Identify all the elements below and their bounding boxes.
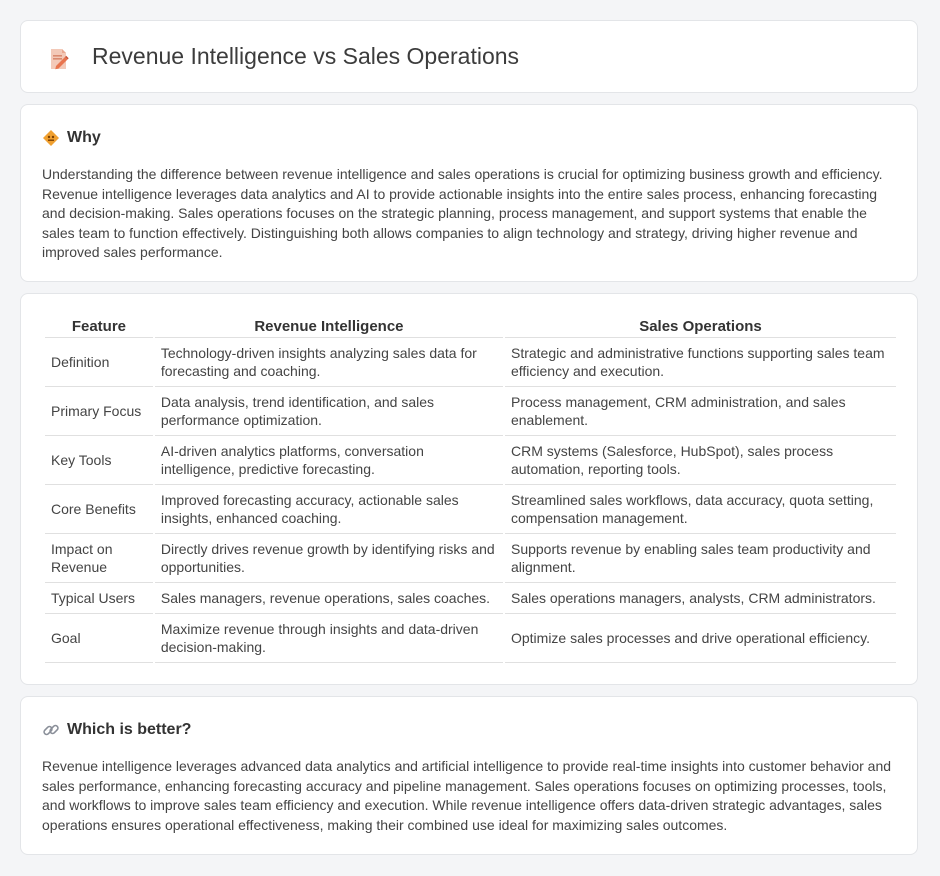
feature-cell: Core Benefits [45,485,153,534]
why-heading-row [42,127,101,149]
feature-cell: Primary Focus [45,387,153,436]
table-row [45,387,896,436]
column-header: Revenue Intelligence [155,316,503,338]
which-is-better-section [20,696,918,855]
feature-cell: Definition [45,338,153,387]
better-text: Revenue intelligence leverages advanced data analytics and artificial intelligence to provide real-time insights into customer behavior and sales performance, enhancing forecasting accuracy and pipeline management. Sales operations focuses on optimizing processes, tools, and workflows to improve sales team efficiency and execution. While revenue intelligence offers data-driven strategic advantages, sales operations ensures operational effectiveness, making their combined use ideal for maximizing sales outcomes. [42,758,892,833]
sales-operations-cell: Supports revenue by enabling sales team productivity and alignment. [505,534,896,583]
revenue-intelligence-cell: Sales managers, revenue operations, sales coaches. [155,583,503,614]
feature-cell: Key Tools [45,436,153,485]
table-row [45,485,896,534]
sales-operations-cell: Sales operations managers, analysts, CRM administrators. [505,583,896,614]
table-row [45,338,896,387]
document-pencil-icon [47,47,71,71]
sales-operations-cell: CRM systems (Salesforce, HubSpot), sales process automation, reporting tools. [505,436,896,485]
better-heading-row [42,719,191,741]
link-icon [42,721,60,739]
revenue-intelligence-cell: Directly drives revenue growth by identifying risks and opportunities. [155,534,503,583]
comparison-table [43,316,898,663]
diamond-sign-icon [42,129,60,147]
table-row [45,614,896,663]
why-heading: Why [67,129,101,146]
column-header: Sales Operations [505,316,896,338]
why-section [20,104,918,282]
sales-operations-cell: Process management, CRM administration, and sales enablement. [505,387,896,436]
revenue-intelligence-cell: Maximize revenue through insights and data-driven decision-making. [155,614,503,663]
revenue-intelligence-cell: Improved forecasting accuracy, actionable sales insights, enhanced coaching. [155,485,503,534]
header-card [20,20,918,93]
page-title: Revenue Intelligence vs Sales Operations [92,43,520,69]
table-row [45,534,896,583]
feature-cell: Impact on Revenue [45,534,153,583]
sales-operations-cell: Strategic and administrative functions supporting sales team efficiency and execution. [505,338,896,387]
better-heading: Which is better? [67,721,192,738]
column-header: Feature [45,316,153,338]
revenue-intelligence-cell: AI-driven analytics platforms, conversation intelligence, predictive forecasting. [155,436,503,485]
revenue-intelligence-cell: Technology-driven insights analyzing sales data for forecasting and coaching. [155,338,503,387]
feature-cell: Typical Users [45,583,153,614]
sales-operations-cell: Streamlined sales workflows, data accuracy, quota setting, compensation management. [505,485,896,534]
feature-cell: Goal [45,614,153,663]
table-row [45,436,896,485]
comparison-section [20,293,918,685]
sales-operations-cell: Optimize sales processes and drive operational efficiency. [505,614,896,663]
revenue-intelligence-cell: Data analysis, trend identification, and sales performance optimization. [155,387,503,436]
table-header-row [45,316,896,338]
why-text: Understanding the difference between revenue intelligence and sales operations is crucial for optimizing business growth and efficiency. Revenue intelligence leverages data analytics and AI to provide actionable insights into the entire sales process, enhancing forecasting and decision-making. Sales operations focuses on the strategic planning, process management, and support systems that enable the sales team to function effectively. Distinguishing both allows companies to align technology and strategy, driving higher revenue and improved sales performance. [42,166,883,261]
table-row [45,583,896,614]
